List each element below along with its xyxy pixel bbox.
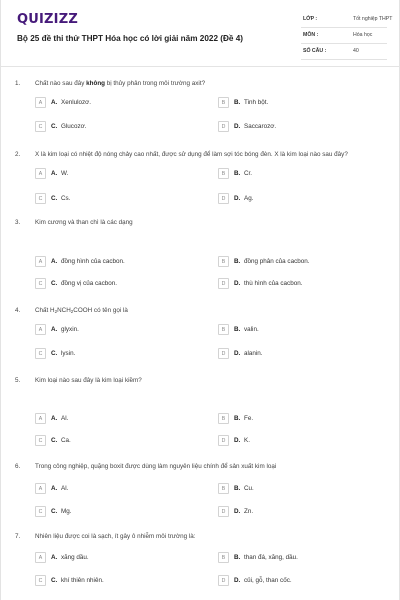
option-d[interactable] (218, 121, 388, 133)
option-letter: C. (51, 577, 58, 584)
option-letter: C. (51, 123, 58, 130)
option-text: glyxin. (61, 326, 79, 333)
meta-value: 40 (353, 48, 359, 54)
option-letter-box: B (218, 483, 229, 494)
option-b[interactable] (218, 483, 388, 495)
meta-table (301, 12, 393, 60)
option-letter: C. (51, 508, 58, 515)
option-letter: C. (51, 280, 58, 287)
option-letter: B. (234, 485, 241, 492)
option-letter-box: A (35, 97, 46, 108)
option-letter: C. (51, 195, 58, 202)
option-a[interactable] (35, 324, 205, 336)
option-letter-box: A (35, 256, 46, 267)
option-letter-box: B (218, 324, 229, 335)
option-text: than đá, xăng, dầu. (244, 554, 298, 561)
option-text: valin. (244, 326, 259, 333)
question-number: 7. (15, 533, 21, 540)
option-letter-box: D (218, 278, 229, 289)
option-a[interactable] (35, 483, 205, 495)
option-text: Cr. (244, 170, 253, 177)
option-a[interactable] (35, 413, 205, 425)
option-letter: A. (51, 326, 58, 333)
worksheet-title: Bộ 25 đề thi thử THPT Hóa học có lời giải năm 2022 (Đề 4) (17, 34, 244, 43)
meta-value: Tốt nghiệp THPT (353, 16, 393, 22)
option-letter-box: B (218, 552, 229, 563)
option-letter: D. (234, 577, 241, 584)
option-text: Mg. (61, 508, 72, 515)
question-number: 4. (15, 307, 21, 314)
meta-label: MÔN : (303, 32, 319, 38)
option-letter: A. (51, 554, 58, 561)
question-text: Chất $H_2NCH_2COOH$ có tên gọi là (35, 307, 128, 314)
option-c[interactable] (35, 348, 205, 360)
option-letter-box: A (35, 168, 46, 179)
meta-label: SỐ CÂU : (303, 48, 327, 54)
question-number: 1. (15, 80, 21, 87)
option-letter: A. (51, 415, 58, 422)
question-text: Nhiên liệu được coi là sạch, ít gây ô nhiễm môi trường là: (35, 533, 196, 540)
option-text: khí thiên nhiên. (61, 577, 104, 584)
option-c[interactable] (35, 121, 205, 133)
option-letter: A. (51, 485, 58, 492)
option-text: Fe. (244, 415, 254, 422)
option-c[interactable] (35, 278, 205, 290)
option-letter-box: A (35, 552, 46, 563)
option-letter: B. (234, 170, 241, 177)
option-text: Glucozơ. (61, 123, 87, 130)
option-letter: D. (234, 350, 241, 357)
option-b[interactable] (218, 413, 388, 425)
option-text: Xenlulozơ. (61, 99, 92, 106)
option-letter-box: C (35, 278, 46, 289)
option-d[interactable] (218, 506, 388, 518)
option-letter: A. (51, 258, 58, 265)
meta-row-count (301, 44, 387, 60)
option-text: Cs. (61, 195, 71, 202)
option-text: Al. (61, 415, 69, 422)
option-letter-box: D (218, 121, 229, 132)
quizizz-logo: QUIZIZZ (17, 12, 78, 27)
question-text: Trong công nghiệp, quặng boxit được dùng làm nguyên liệu chính để sản xuất kim loại (35, 463, 277, 470)
option-text: đồng phân của cacbon. (244, 258, 310, 265)
meta-label: LỚP : (303, 16, 318, 22)
option-b[interactable] (218, 256, 388, 268)
option-letter-box: D (218, 435, 229, 446)
option-text: đồng vị của cacbon. (61, 280, 118, 287)
question-text: X là kim loại có nhiệt độ nóng chảy cao nhất, được sử dụng để làm sợi tóc bóng đèn. X là kim loại nào sau đây? (35, 151, 348, 158)
option-letter-box: D (218, 506, 229, 517)
question-text: Kim cương và than chì là các dạng (35, 219, 133, 226)
option-c[interactable] (35, 506, 205, 518)
option-text: Ag. (244, 195, 254, 202)
option-letter: B. (234, 99, 241, 106)
option-d[interactable] (218, 575, 388, 587)
option-letter: B. (234, 326, 241, 333)
question-text: Kim loại nào sau đây là kim loại kiềm? (35, 377, 142, 384)
option-b[interactable] (218, 97, 388, 109)
question-number: 3. (15, 219, 21, 226)
worksheet-header (15, 12, 393, 64)
option-letter-box: D (218, 193, 229, 204)
option-a[interactable] (35, 256, 205, 268)
option-text: thù hình của cacbon. (244, 280, 303, 287)
option-b[interactable] (218, 552, 388, 564)
option-letter: B. (234, 554, 241, 561)
option-text: xăng dầu. (61, 554, 89, 561)
option-letter-box: A (35, 413, 46, 424)
option-c[interactable] (35, 193, 205, 205)
option-letter: D. (234, 508, 241, 515)
option-letter-box: C (35, 575, 46, 586)
option-text: củi, gỗ, than cốc. (244, 577, 292, 584)
option-letter-box: B (218, 413, 229, 424)
meta-value: Hóa học (353, 32, 373, 38)
option-b[interactable] (218, 324, 388, 336)
option-text: Tinh bột. (244, 99, 269, 106)
option-letter-box: B (218, 97, 229, 108)
option-letter-box: D (218, 575, 229, 586)
question-number: 2. (15, 151, 21, 158)
option-letter: D. (234, 437, 241, 444)
option-letter-box: C (35, 506, 46, 517)
question-number: 6. (15, 463, 21, 470)
option-letter: A. (51, 99, 58, 106)
option-d[interactable] (218, 435, 388, 447)
option-letter: C. (51, 350, 58, 357)
option-a[interactable] (35, 97, 205, 109)
option-text: Saccarozơ. (244, 123, 277, 130)
header-divider (1, 66, 400, 67)
option-b[interactable] (218, 168, 388, 180)
option-d[interactable] (218, 278, 388, 290)
option-d[interactable] (218, 193, 388, 205)
option-text: Al. (61, 485, 69, 492)
option-text: K. (244, 437, 250, 444)
option-text: W. (61, 170, 69, 177)
option-letter-box: B (218, 256, 229, 267)
option-text: Cu. (244, 485, 254, 492)
option-letter: D. (234, 123, 241, 130)
option-letter-box: B (218, 168, 229, 179)
option-letter: D. (234, 280, 241, 287)
option-letter-box: C (35, 348, 46, 359)
question-text: Chất nào sau đây không bị thủy phân trong môi trường axit? (35, 80, 206, 87)
option-letter-box: A (35, 483, 46, 494)
option-text: Zn. (244, 508, 254, 515)
option-a[interactable] (35, 168, 205, 180)
option-text: đồng hình của cacbon. (61, 258, 125, 265)
option-letter-box: C (35, 121, 46, 132)
question-emphasis: không (86, 80, 106, 87)
option-letter-box: C (35, 193, 46, 204)
meta-row-subject (301, 28, 387, 44)
option-letter: A. (51, 170, 58, 177)
option-c[interactable] (35, 435, 205, 447)
option-letter: B. (234, 258, 241, 265)
option-a[interactable] (35, 552, 205, 564)
option-letter-box: A (35, 324, 46, 335)
option-letter: C. (51, 437, 58, 444)
option-letter-box: D (218, 348, 229, 359)
option-c[interactable] (35, 575, 205, 587)
option-letter: B. (234, 415, 241, 422)
option-d[interactable] (218, 348, 388, 360)
option-text: Ca. (61, 437, 71, 444)
option-letter: D. (234, 195, 241, 202)
question-number: 5. (15, 377, 21, 384)
meta-row-class (301, 12, 393, 28)
option-text: alanin. (244, 350, 263, 357)
option-text: lysin. (61, 350, 76, 357)
option-letter-box: C (35, 435, 46, 446)
